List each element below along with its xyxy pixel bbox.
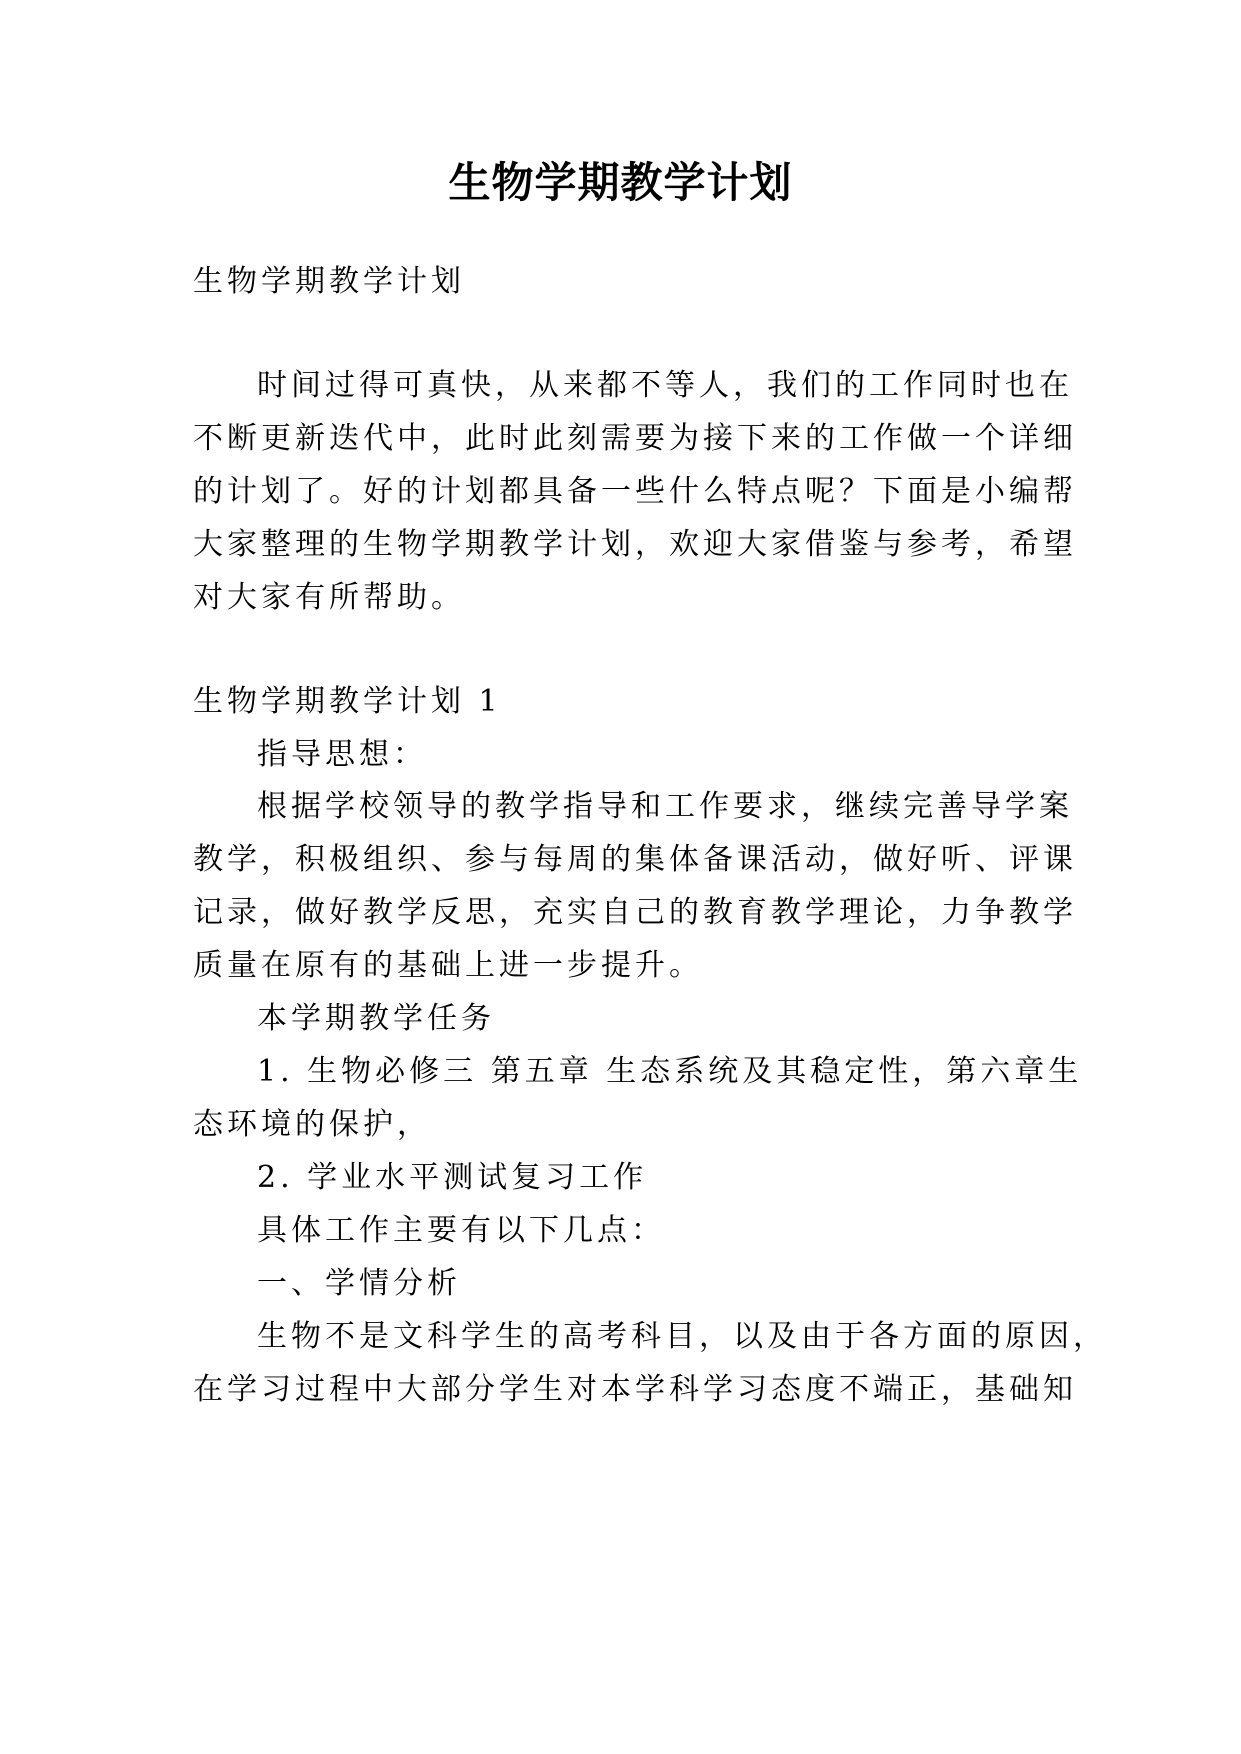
task-line: 2. 学业水平测试复习工作 bbox=[257, 1160, 648, 1195]
guiding-line: 质量在原有的基础上进一步提升。 bbox=[193, 948, 703, 983]
document-title: 生物学期教学计划 bbox=[448, 158, 793, 207]
work-points-heading: 具体工作主要有以下几点： bbox=[257, 1213, 665, 1248]
intro-line: 对大家有所帮助。 bbox=[193, 580, 465, 615]
task-line: 1. 生物必修三 第五章 生态系统及其稳定性，第六章生 bbox=[257, 1054, 1083, 1089]
analysis-heading: 一、学情分析 bbox=[257, 1266, 461, 1301]
analysis-line: 生物不是文科学生的高考科目，以及由于各方面的原因， bbox=[257, 1319, 1107, 1354]
analysis-line: 在学习过程中大部分学生对本学科学习态度不端正，基础知 bbox=[193, 1372, 1077, 1407]
guiding-heading: 指导思想： bbox=[257, 737, 427, 772]
section-heading: 生物学期教学计划 1 bbox=[193, 684, 502, 719]
guiding-line: 记录，做好教学反思，充实自己的教育教学理论，力争教学 bbox=[193, 895, 1077, 930]
task-line: 态环境的保护， bbox=[193, 1107, 431, 1142]
intro-line: 时间过得可真快，从来都不等人，我们的工作同时也在 bbox=[257, 368, 1073, 403]
guiding-line: 教学，积极组织、参与每周的集体备课活动，做好听、评课 bbox=[193, 842, 1077, 877]
guiding-line: 根据学校领导的教学指导和工作要求，继续完善导学案 bbox=[257, 789, 1073, 824]
tasks-heading: 本学期教学任务 bbox=[257, 1001, 495, 1036]
intro-line: 大家整理的生物学期教学计划，欢迎大家借鉴与参考，希望 bbox=[193, 527, 1077, 562]
intro-line: 的计划了。好的计划都具备一些什么特点呢？下面是小编帮 bbox=[193, 474, 1077, 509]
document-subtitle: 生物学期教学计划 bbox=[193, 264, 465, 299]
intro-line: 不断更新迭代中，此时此刻需要为接下来的工作做一个详细 bbox=[193, 421, 1077, 456]
